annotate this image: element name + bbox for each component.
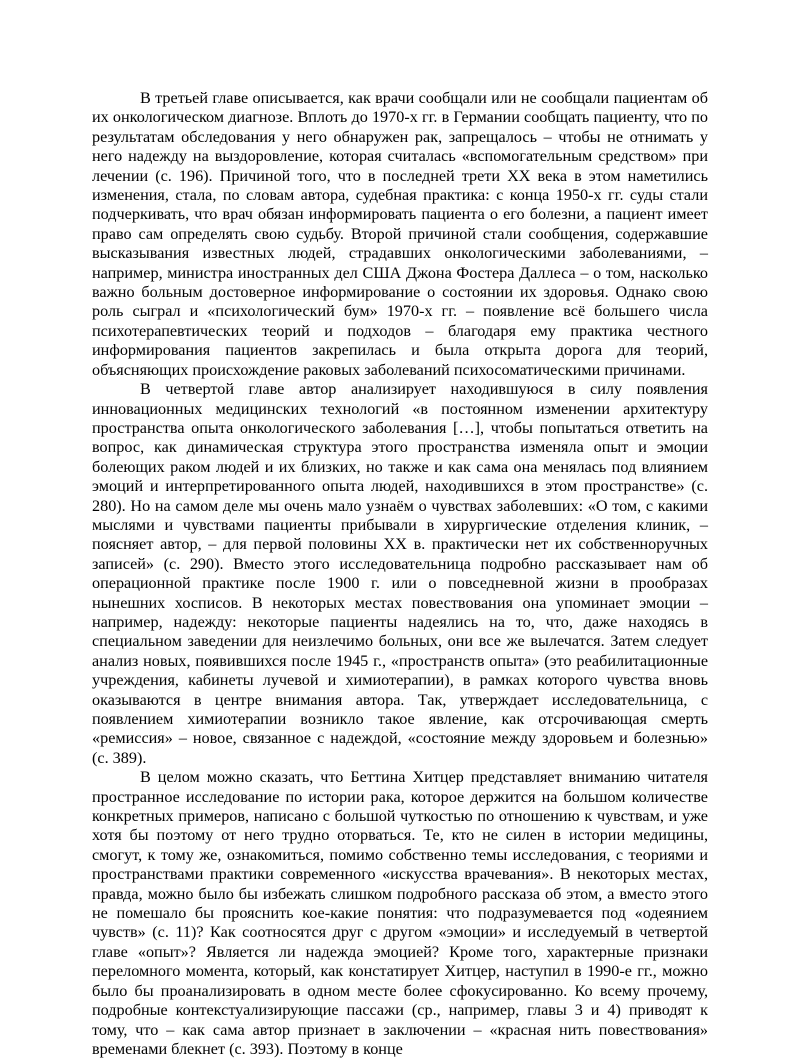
paragraph-chapter-three: В третьей главе описывается, как врачи сообщали или не сообщали пациентам об их онкологическом диагнозе. Вплоть до 1970-х гг. в Германии сообщать пациенту, что по результатам обследования у него обнаружен рак, запрещалось – чтобы не отнимать у него надежду на выздоровление, которая считалась «вспомогательным средством» при лечении (с. 196). Причиной того, что в последней трети ХХ века в этом наметились изменения, стала, по словам автора, судебная практика: с конца 1950-х гг. суды стали подчеркивать, что врач обязан информировать пациента о его болезни, а пациент имеет право сам определять свою судьбу. Второй причиной стали сообщения, содержавшие высказывания известных людей, страдавших онкологическими заболеваниями, – например, министра иностранных дел США Джона Фостера Даллеса – о том, насколько важно больным достоверное информирование о состоянии их здоровья. Однако свою роль сыграл и «психологический бум» 1970-х гг. – появление всё большего числа психотерапевтических теорий и подходов – благодаря ему практика честного информирования пациентов закрепилась и была открыта дорога для теорий, объясняющих происхождение раковых заболеваний психосоматическими причинами. [92, 89, 708, 379]
paragraph-conclusion: В целом можно сказать, что Беттина Хитцер представляет вниманию читателя пространное исследование по истории рака, которое держится на большом количестве конкретных примеров, написано с большой чуткостью по отношению к чувствам, и уже хотя бы поэтому от него трудно оторваться. Те, кто не силен в истории медицины, смогут, к тому же, ознакомиться, помимо собственно темы исследования, с теориями и пространствами практики современного «искусства врачевания». В некоторых местах, правда, можно было бы избежать слишком подробного рассказа об этом, а вместо этого не помешало бы прояснить кое-какие понятия: что подразумевается под «одеянием чувств» (с. 11)? Как соотносятся друг с другом «эмоции» и исследуемый в четвертой главе «опыт»? Является ли надежда эмоцией? Кроме того, характерные признаки переломного момента, который, как констатирует Хитцер, наступил в 1990-е гг., можно было бы проанализировать в одном месте более сфокусированно. Ко всему прочему, подробные контекстуализирующие пассажи (ср., например, главы 3 и 4) приводят к тому, что – как сама автор признает в заключении – «красная нить повествования» временами блекнет (с. 393). Поэтому в конце [92, 768, 708, 1058]
document-page [92, 89, 708, 1059]
paragraph-chapter-four: В четвертой главе автор анализирует находившуюся в силу появления инновационных медицинских технологий «в постоянном изменении архитектуру пространства опыта онкологического заболевания […], чтобы попытаться ответить на вопрос, как динамическая структура этого пространства изменяла опыт и эмоции болеющих раком людей и их близких, но также и как сама она менялась под влиянием эмоций и интерпретированного опыта людей, находившихся в этом пространстве» (с. 280). Но на самом деле мы очень мало узнаём о чувствах заболевших: «О том, с какими мыслями и чувствами пациенты прибывали в хирургические отделения клиник, – поясняет автор, – для первой половины ХХ в. практически нет их собственноручных записей» (с. 290). Вместо этого исследовательница подробно рассказывает нам об операционной практике после 1900 г. или о повседневной жизни в прообразах нынешних хосписов. В некоторых местах повествования она упоминает эмоции – например, надежду: некоторые пациенты надеялись на то, что, даже находясь в специальном заведении для неизлечимо больных, они все же вылечатся. Затем следует анализ новых, появившихся после 1945 г., «пространств опыта» (это реабилитационные учреждения, кабинеты лучевой и химиотерапии), в рамках которого чувства вновь оказываются в центре внимания автора. Так, утверждает исследовательница, с появлением химиотерапии возникло такое явление, как отсрочивающая смерть «ремиссия» – новое, связанное с надеждой, «состояние между здоровьем и болезнью» (с. 389). [92, 380, 708, 767]
